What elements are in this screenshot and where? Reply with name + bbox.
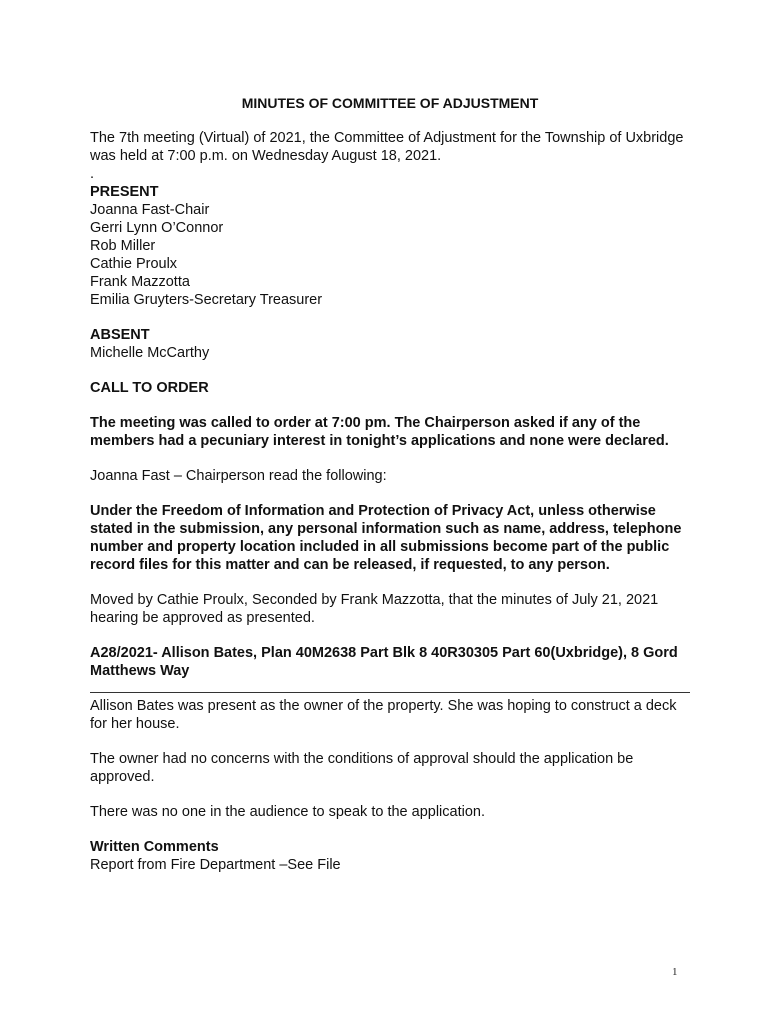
written-comments-heading: Written Comments (90, 839, 219, 855)
present-heading: PRESENT (90, 184, 159, 200)
chair-read-line: Joanna Fast – Chairperson read the following: (90, 468, 387, 484)
call-to-order-heading: CALL TO ORDER (90, 380, 209, 396)
meeting-intro: The 7th meeting (Virtual) of 2021, the Committee of Adjustment for the Township of Uxbridge was held at 7:00 p.m. on Wednesday August 18, 2021. (90, 130, 684, 164)
present-section (90, 183, 690, 309)
owner-concerns-text: The owner had no concerns with the conditions of approval should the application be approved. (90, 751, 634, 785)
absent-heading: ABSENT (90, 327, 150, 343)
stray-mark: . (90, 166, 95, 182)
written-comments-text: Report from Fire Department –See File (90, 857, 341, 873)
present-member: Joanna Fast-Chair (90, 202, 210, 218)
present-member: Rob Miller (90, 238, 156, 254)
owner-present-text: Allison Bates was present as the owner of the property. She was hoping to construct a deck for her house. (90, 698, 677, 732)
present-member: Gerri Lynn O’Connor (90, 220, 224, 236)
document-title: MINUTES OF COMMITTEE OF ADJUSTMENT (241, 95, 539, 111)
privacy-notice: Under the Freedom of Information and Protection of Privacy Act, unless otherwise stated in the submission, any personal information such as name, address, telephone number and property location included in all submissions become part of the public record files for this matter and can be released, if requested, to any person. (90, 503, 682, 573)
present-member: Cathie Proulx (90, 256, 178, 272)
audience-text: There was no one in the audience to speak to the application. (90, 804, 485, 820)
absent-member: Michelle McCarthy (90, 345, 210, 361)
minutes-motion: Moved by Cathie Proulx, Seconded by Frank Mazzotta, that the minutes of July 21, 2021 hearing be approved as presented. (90, 592, 659, 626)
present-member: Frank Mazzotta (90, 274, 190, 290)
page-number: 1 (672, 966, 678, 978)
absent-section (90, 326, 690, 362)
document-body (90, 94, 690, 874)
call-to-order-statement: The meeting was called to order at 7:00 pm. The Chairperson asked if any of the members had a pecuniary interest in tonight’s applications and none were declared. (90, 415, 669, 449)
application-heading: A28/2021- Allison Bates, Plan 40M2638 Part Blk 8 40R30305 Part 60(Uxbridge), 8 Gord Matthews Way (90, 644, 690, 693)
present-member: Emilia Gruyters-Secretary Treasurer (90, 292, 323, 308)
